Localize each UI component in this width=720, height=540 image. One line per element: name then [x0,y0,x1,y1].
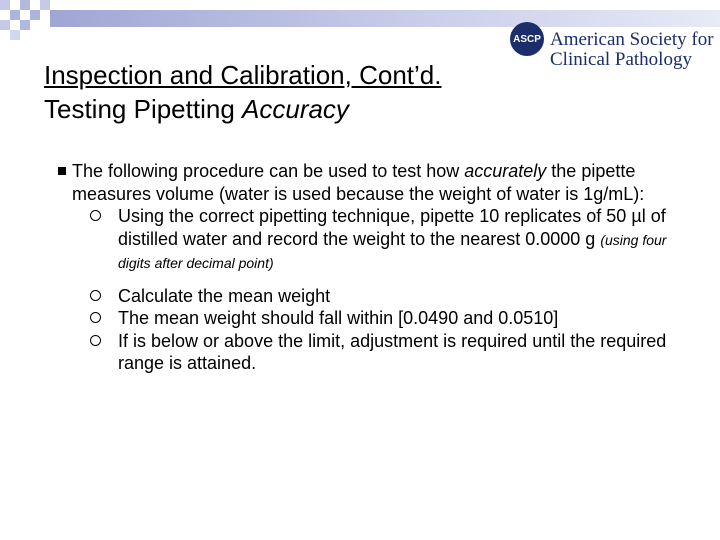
spacer [72,275,688,285]
sub-bullet-3-text: The mean weight should fall within [0.0490 and 0.0510] [118,308,559,328]
ascp-logo [508,18,712,80]
square-bullet-icon [58,167,66,175]
sub-bullet-2 [72,285,688,308]
logo-line-2: Clinical Pathology [550,49,692,70]
ascp-seal-icon [510,22,544,56]
logo-line-1: American Society for [550,29,714,50]
logo-wordmark [550,30,714,70]
sub-bullet-4-text: If is below or above the limit, adjustment is required until the required range is attained. [118,330,667,373]
ring-bullet-icon [90,312,101,323]
slide-body [58,160,688,375]
main-bullet-text-after: the pipette measures volume (water is used because the weight of water is 1g/mL): [72,161,645,204]
sub-bullet-3 [72,307,688,330]
sub-bullet-1-note: (using four digits after decimal point) [118,231,667,271]
sub-bullet-4 [72,330,688,375]
sub-bullet-1 [72,205,688,275]
main-bullet-text-before: The following procedure can be used to test how [72,161,465,181]
main-bullet [58,160,688,375]
sub-bullet-2-text: Calculate the mean weight [118,285,331,306]
main-bullet-text-italic: accurately [464,161,547,181]
title-line-2 [44,92,441,126]
logo-seal-text: ASCP [513,33,541,45]
title-line-1: Inspection and Calibration, Cont’d. [44,60,442,90]
ring-bullet-icon [90,335,101,346]
title-line-2-plain: Testing Pipetting [44,94,243,124]
sub-bullet-1-text: Using the correct pipetting technique, pipette 10 replicates of 50 µl of distilled water and record the weight to the nearest 0.0000 g [118,206,666,249]
slide-title [44,58,441,126]
ring-bullet-icon [90,210,101,221]
ring-bullet-icon [90,290,101,301]
main-bullet-text [72,161,644,204]
title-line-2-italic: Accuracy [242,94,349,124]
